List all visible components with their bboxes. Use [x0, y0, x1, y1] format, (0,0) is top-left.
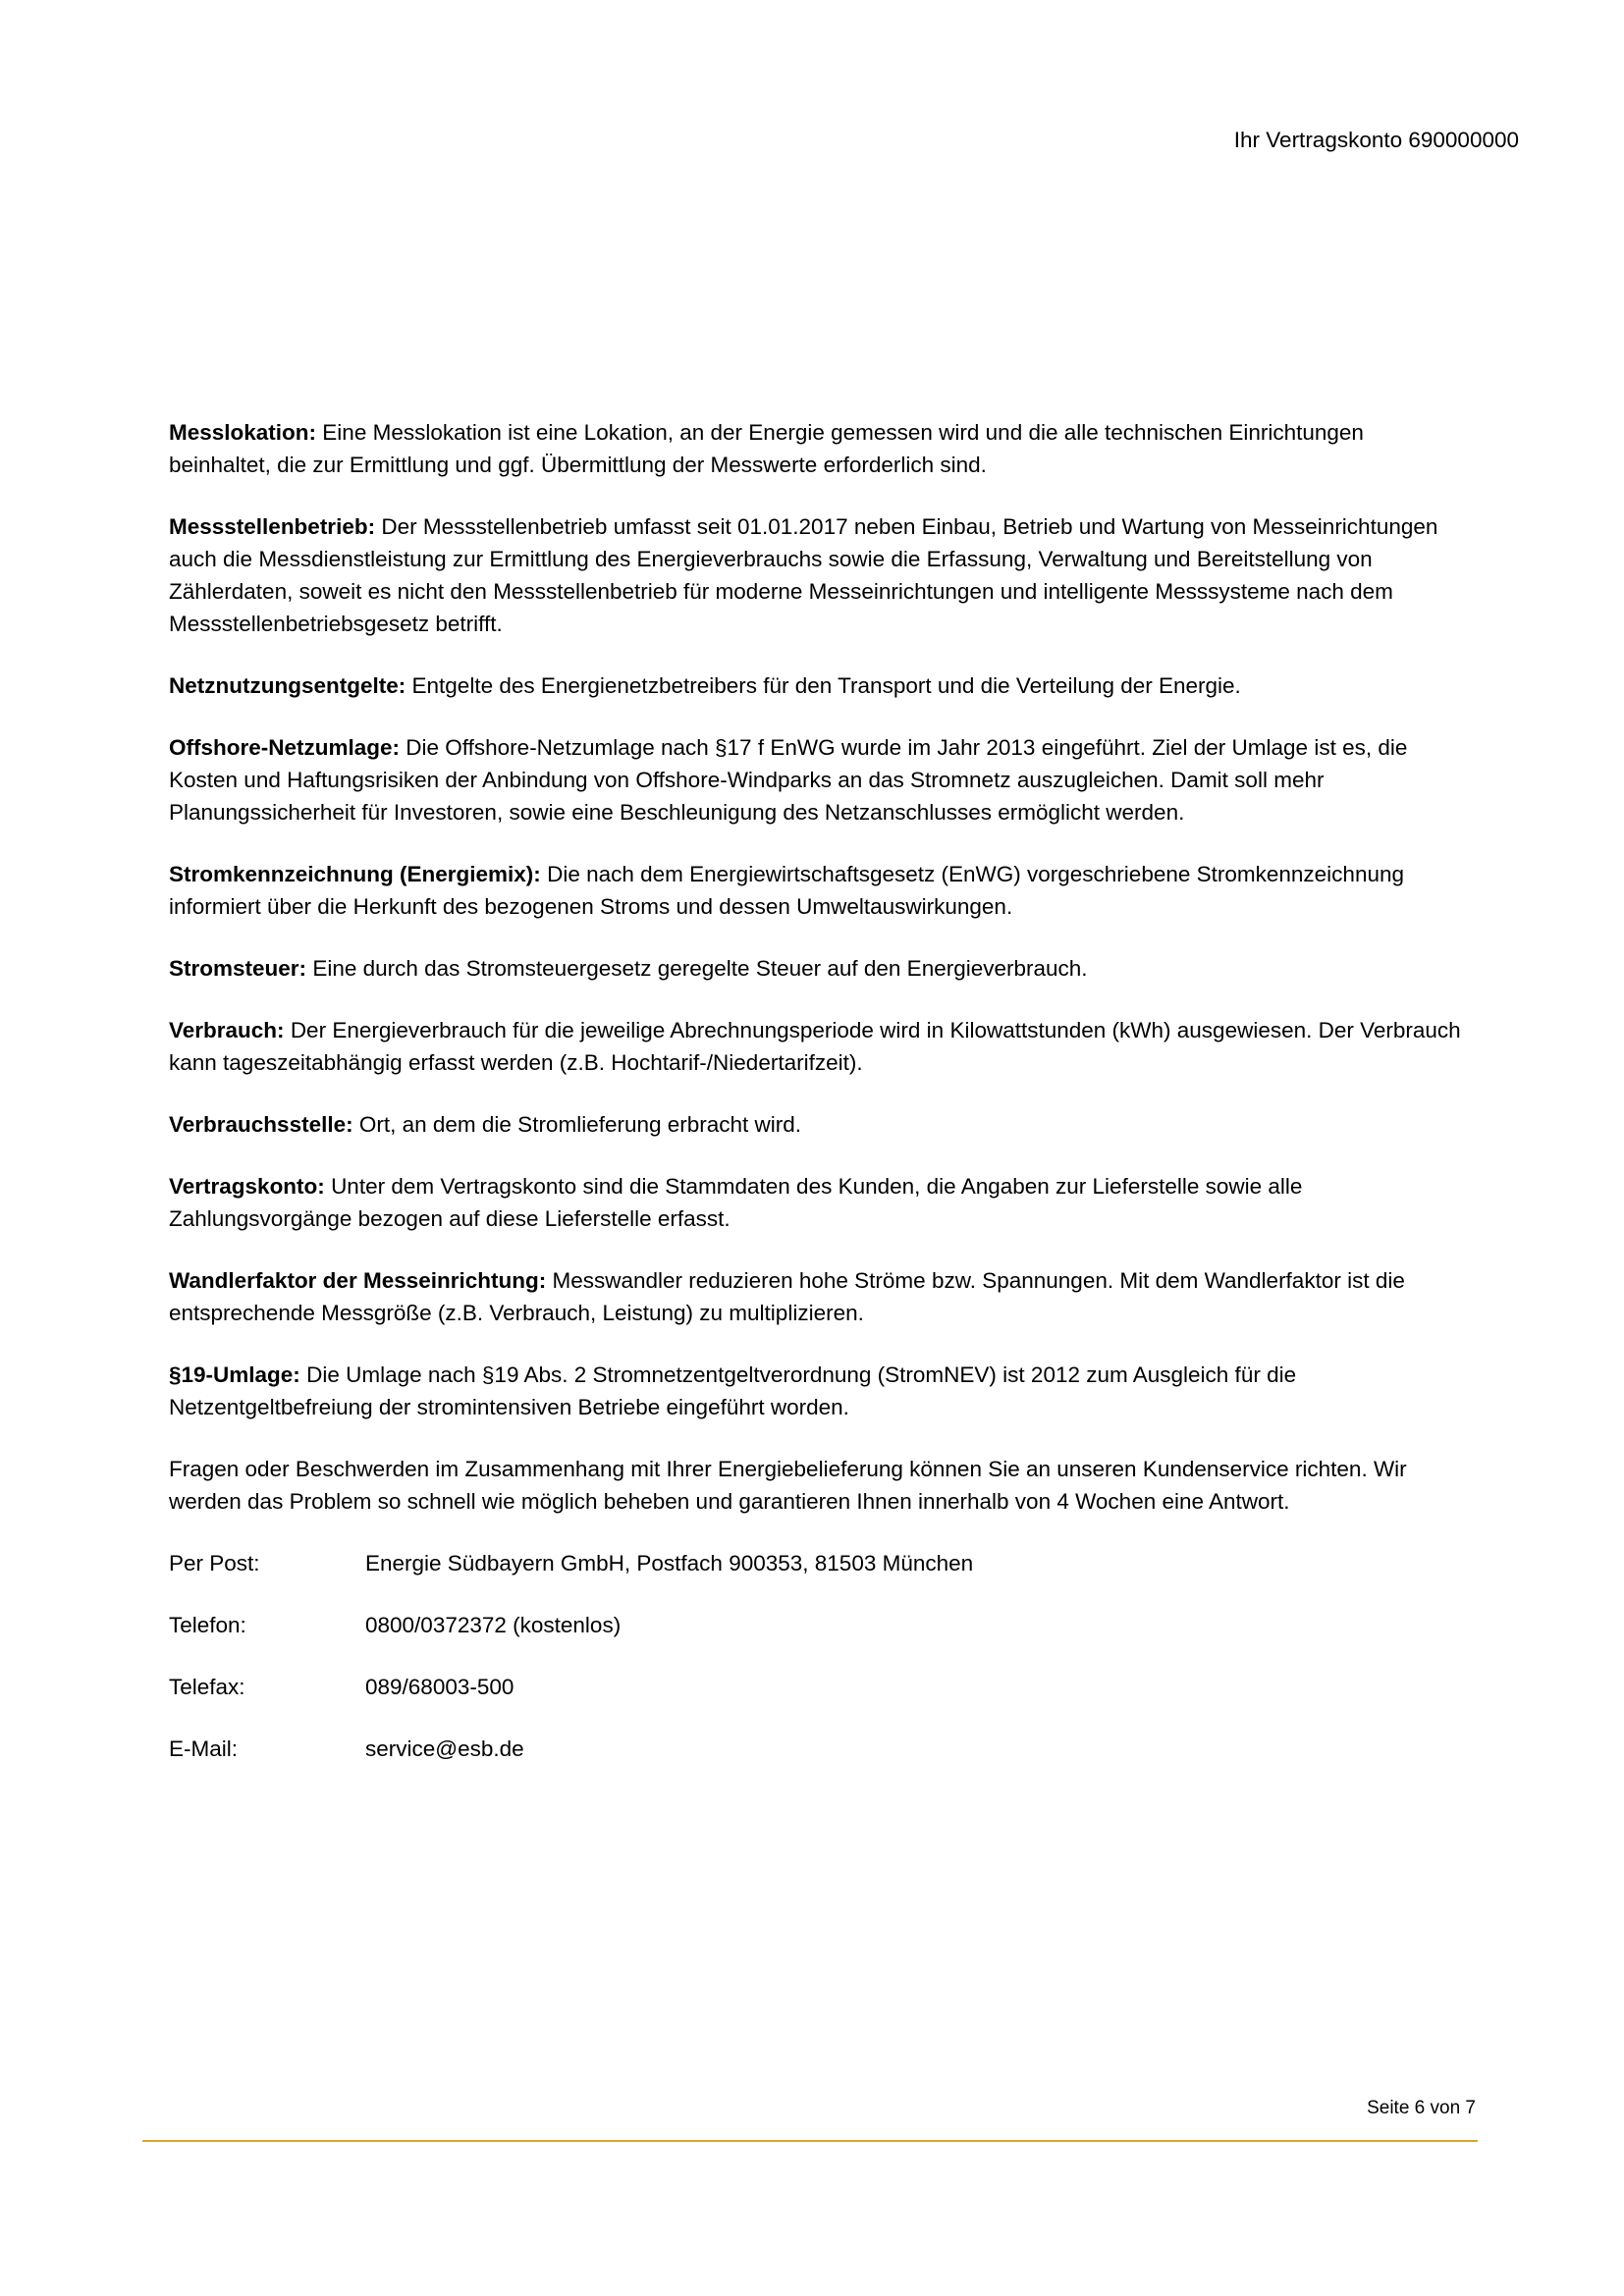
glossary-entry — [169, 669, 1467, 702]
glossary-entry — [169, 416, 1467, 481]
contact-value: 089/68003-500 — [365, 1675, 514, 1699]
contact-value: service@esb.de — [365, 1736, 524, 1761]
contact-value: 0800/0372372 (kostenlos) — [365, 1613, 622, 1637]
glossary-definition: Der Energieverbrauch für die jeweilige Abrechnungsperiode wird in Kilowattstunden (kWh) ausgewiesen. Der Verbrauch kann tageszeitabhängig erfasst werden (z.B. Hochtarif-/Niedertarifzeit). — [169, 1018, 1461, 1075]
glossary-definition: Entgelte des Energienetzbetreibers für den Transport und die Verteilung der Energie. — [411, 673, 1241, 698]
contact-row — [169, 1733, 1467, 1765]
glossary-definition: Der Messstellenbetrieb umfasst seit 01.01.2017 neben Einbau, Betrieb und Wartung von Messeinrichtungen auch die Messdienstleistung zur Ermittlung des Energieverbrauchs sowie die Erfassung, Verwaltung und Bereitstellung von Zählerdaten, soweit es nicht den Messstellenbetrieb für moderne Messeinrichtungen und intelligente Messsysteme nach dem Messstellenbetriebsgesetz betrifft. — [169, 514, 1438, 636]
contact-label: Per Post: — [169, 1551, 260, 1575]
glossary-definition: Eine durch das Stromsteuergesetz geregelte Steuer auf den Energieverbrauch. — [312, 956, 1088, 981]
contact-row — [169, 1547, 1467, 1579]
glossary-term: Verbrauchsstelle: — [169, 1112, 353, 1137]
glossary-section — [169, 416, 1467, 1423]
glossary-definition: Eine Messlokation ist eine Lokation, an der Energie gemessen wird und die alle technischen Einrichtungen beinhaltet, die zur Ermittlung und ggf. Übermittlung der Messwerte erforderlich sind. — [169, 420, 1364, 477]
glossary-entry — [169, 1108, 1467, 1141]
contact-row — [169, 1609, 1467, 1641]
contact-label: Telefon: — [169, 1613, 246, 1637]
glossary-definition: Unter dem Vertragskonto sind die Stammdaten des Kunden, die Angaben zur Lieferstelle sowie alle Zahlungsvorgänge bezogen auf diese Lieferstelle erfasst. — [169, 1174, 1303, 1231]
glossary-term: Messstellenbetrieb: — [169, 514, 376, 539]
contact-value: Energie Südbayern GmbH, Postfach 900353, 81503 München — [365, 1551, 974, 1575]
glossary-term: Netznutzungsentgelte: — [169, 673, 406, 698]
glossary-term: Wandlerfaktor der Messeinrichtung: — [169, 1268, 547, 1293]
page-number: Seite 6 von 7 — [1367, 2098, 1476, 2118]
glossary-term: Stromkennzeichnung (Energiemix): — [169, 862, 541, 886]
glossary-entry — [169, 858, 1467, 923]
contact-section — [169, 1547, 1467, 1765]
glossary-entry — [169, 1170, 1467, 1235]
glossary-term: Vertragskonto: — [169, 1174, 325, 1199]
glossary-term: Stromsteuer: — [169, 956, 307, 981]
glossary-entry — [169, 1359, 1467, 1423]
glossary-entry — [169, 952, 1467, 985]
closing-paragraph: Fragen oder Beschwerden im Zusammenhang mit Ihrer Energiebelieferung können Sie an unseren Kundenservice richten. Wir werden das Problem so schnell wie möglich beheben und garantieren Ihnen innerhalb von 4 Wochen eine Antwort. — [169, 1457, 1407, 1514]
glossary-definition: Die Umlage nach §19 Abs. 2 Stromnetzentgeltverordnung (StromNEV) ist 2012 zum Ausgleich für die Netzentgeltbefreiung der stromintensiven Betriebe eingeführt worden. — [169, 1362, 1297, 1419]
contact-label: Telefax: — [169, 1675, 245, 1699]
contract-account-header: Ihr Vertragskonto 690000000 — [1233, 128, 1519, 152]
contact-row — [169, 1671, 1467, 1703]
document-body — [169, 416, 1467, 1794]
contact-label: E-Mail: — [169, 1736, 239, 1761]
glossary-entry — [169, 510, 1467, 640]
glossary-definition: Messwandler reduzieren hohe Ströme bzw. Spannungen. Mit dem Wandlerfaktor ist die entsprechende Messgröße (z.B. Verbrauch, Leistung) zu multiplizieren. — [169, 1268, 1405, 1325]
glossary-term: Verbrauch: — [169, 1018, 285, 1042]
glossary-term: §19-Umlage: — [169, 1362, 300, 1387]
glossary-term: Messlokation: — [169, 420, 317, 445]
glossary-entry — [169, 731, 1467, 828]
glossary-definition: Ort, an dem die Stromlieferung erbracht wird. — [358, 1112, 802, 1137]
glossary-term: Offshore-Netzumlage: — [169, 735, 401, 760]
footer-divider — [142, 2140, 1478, 2142]
glossary-definition: Die Offshore-Netzumlage nach §17 f EnWG wurde im Jahr 2013 eingeführt. Ziel der Umlage ist es, die Kosten und Haftungsrisiken der Anbindung von Offshore-Windparks an das Stromnetz auszugleichen. Damit soll mehr Planungssicherheit für Investoren, sowie eine Beschleunigung des Netzanschlusses ermöglicht werden. — [169, 735, 1408, 825]
glossary-entry — [169, 1014, 1467, 1079]
glossary-definition: Die nach dem Energiewirtschaftsgesetz (EnWG) vorgeschriebene Stromkennzeichnung informiert über die Herkunft des bezogenen Stroms und dessen Umweltauswirkungen. — [169, 862, 1404, 919]
glossary-entry — [169, 1264, 1467, 1329]
